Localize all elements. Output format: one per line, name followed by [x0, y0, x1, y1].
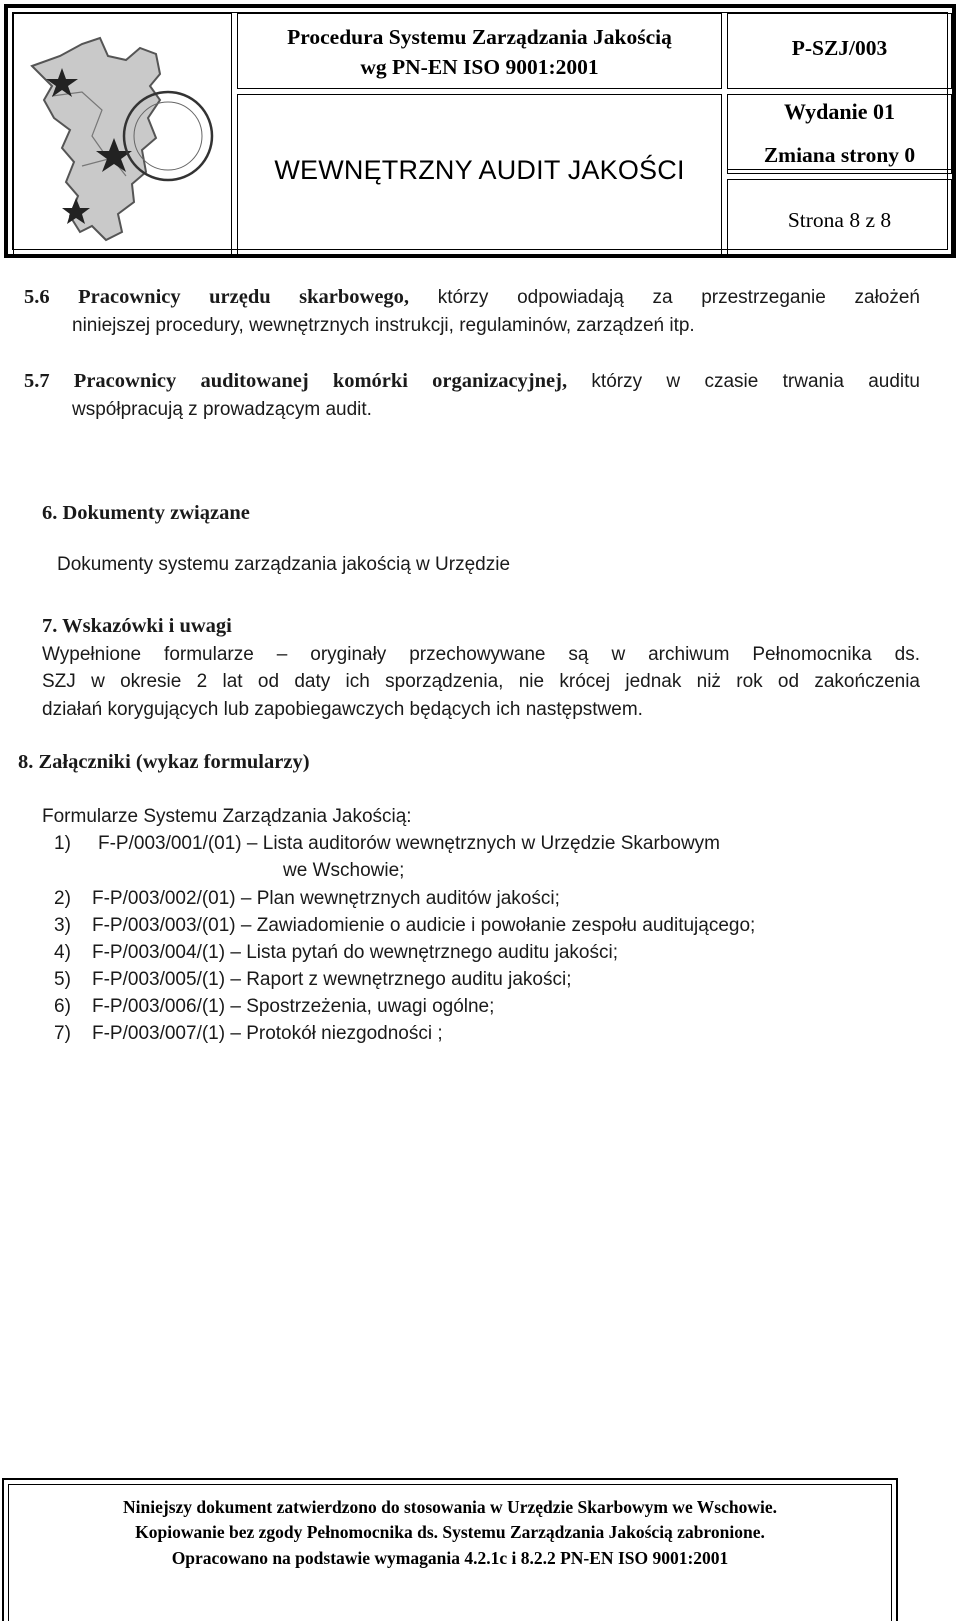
- list-item-text: F-P/003/005/(1) – Raport z wewnętrznego auditu jakości;: [92, 969, 572, 990]
- footer-copy-note: Kopiowanie bez zgody Pełnomocnika ds. Systemu Zarządzania Jakością zabronione.: [135, 1522, 765, 1542]
- list-item-number: 6): [54, 996, 71, 1017]
- section-7-line-1: Wypełnione formularze – oryginały przechowywane są w archiwum Pełnomocnika ds.: [42, 644, 920, 665]
- document-footer: [2, 1478, 898, 1621]
- section-8-heading: 8. Załączniki (wykaz formularzy): [18, 751, 310, 773]
- section-5-7-line-2: współpracują z prowadzącym audit.: [72, 399, 372, 420]
- section-5-6-line-1: [24, 284, 920, 311]
- section-5-7-label: 5.7 Pracownicy auditowanej komórki organizacyjnej,: [24, 370, 568, 392]
- procedure-line-1: Procedura Systemu Zarządzania Jakością: [287, 25, 672, 49]
- procedure-cell: [237, 13, 722, 89]
- page-number: Strona 8 z 8: [787, 208, 892, 232]
- procedure-code: P-SZJ/003: [791, 36, 888, 60]
- list-item: [54, 830, 720, 857]
- section-5-7-line-1: [24, 368, 920, 395]
- document-header: [4, 4, 956, 258]
- section-5-6-text: którzy odpowiadają za przestrzeganie założeń: [437, 287, 920, 308]
- page-change-cell: [727, 139, 952, 174]
- list-item-text: F-P/003/004/(1) – Lista pytań do wewnętrznego auditu jakości;: [92, 942, 618, 963]
- section-5-7-text: którzy w czasie trwania auditu: [591, 371, 920, 392]
- logo-cell: [13, 13, 232, 258]
- page-number-cell: [727, 179, 952, 258]
- list-item: [54, 993, 494, 1020]
- list-item: [54, 912, 755, 939]
- list-item-number: 4): [54, 942, 71, 963]
- footer-basis-note: Opracowano na podstawie wymagania 4.2.1c i 8.2.2 PN-EN ISO 9001:2001: [171, 1548, 729, 1568]
- section-5-6-line-2: niniejszej procedury, wewnętrznych instrukcji, regulaminów, zarządzeń itp.: [72, 315, 695, 336]
- list-item-continuation: we Wschowie;: [283, 860, 405, 881]
- list-item: [54, 939, 618, 966]
- list-item-number: 2): [54, 888, 71, 909]
- list-item-number: 3): [54, 915, 71, 936]
- document-footer-inner: [8, 1484, 892, 1621]
- list-item-number: 7): [54, 1023, 71, 1044]
- list-item-text: F-P/003/001/(01) – Lista auditorów wewnętrznych w Urzędzie Skarbowym: [98, 833, 720, 854]
- section-6-text: Dokumenty systemu zarządzania jakością w Urzędzie: [57, 554, 511, 575]
- footer-approval-note: Niniejszy dokument zatwierdzono do stosowania w Urzędzie Skarbowym we Wschowie.: [123, 1497, 777, 1517]
- section-7-line-2: SZJ w okresie 2 lat od daty ich sporządzenia, nie krócej jednak niż rok od zakończenia: [42, 671, 920, 692]
- section-8-intro: Formularze Systemu Zarządzania Jakością:: [42, 806, 412, 827]
- list-item-number: 1): [54, 833, 71, 854]
- list-item-text: F-P/003/002/(01) – Plan wewnętrznych auditów jakości;: [92, 888, 560, 909]
- section-5-6-label: 5.6 Pracownicy urzędu skarbowego,: [24, 286, 410, 308]
- section-7-line-3: działań korygujących lub zapobiegawczych będących ich następstwem.: [42, 699, 643, 720]
- section-6-heading: 6. Dokumenty związane: [42, 502, 250, 524]
- list-item: [54, 885, 560, 912]
- code-cell: [727, 13, 952, 89]
- list-item-text: F-P/003/006/(1) – Spostrzeżenia, uwagi ogólne;: [92, 996, 495, 1017]
- procedure-name: [238, 22, 721, 82]
- list-item: [54, 1020, 443, 1047]
- page-change-label: Zmiana strony 0: [763, 143, 916, 167]
- document-title: WEWNĘTRZNY AUDIT JAKOŚCI: [274, 155, 685, 185]
- list-item: [54, 966, 571, 993]
- title-cell: [237, 94, 722, 258]
- edition-label: Wydanie 01: [783, 99, 896, 124]
- list-item-text: F-P/003/003/(01) – Zawiadomienie o audicie i powołanie zespołu auditującego;: [92, 915, 756, 936]
- office-map-logo-icon: [22, 26, 222, 244]
- list-item-number: 5): [54, 969, 71, 990]
- procedure-line-2: wg PN-EN ISO 9001:2001: [360, 55, 599, 79]
- section-7-heading: 7. Wskazówki i uwagi: [42, 615, 232, 637]
- list-item-text: F-P/003/007/(1) – Protokół niezgodności ;: [92, 1023, 443, 1044]
- document-header-inner: [12, 12, 948, 250]
